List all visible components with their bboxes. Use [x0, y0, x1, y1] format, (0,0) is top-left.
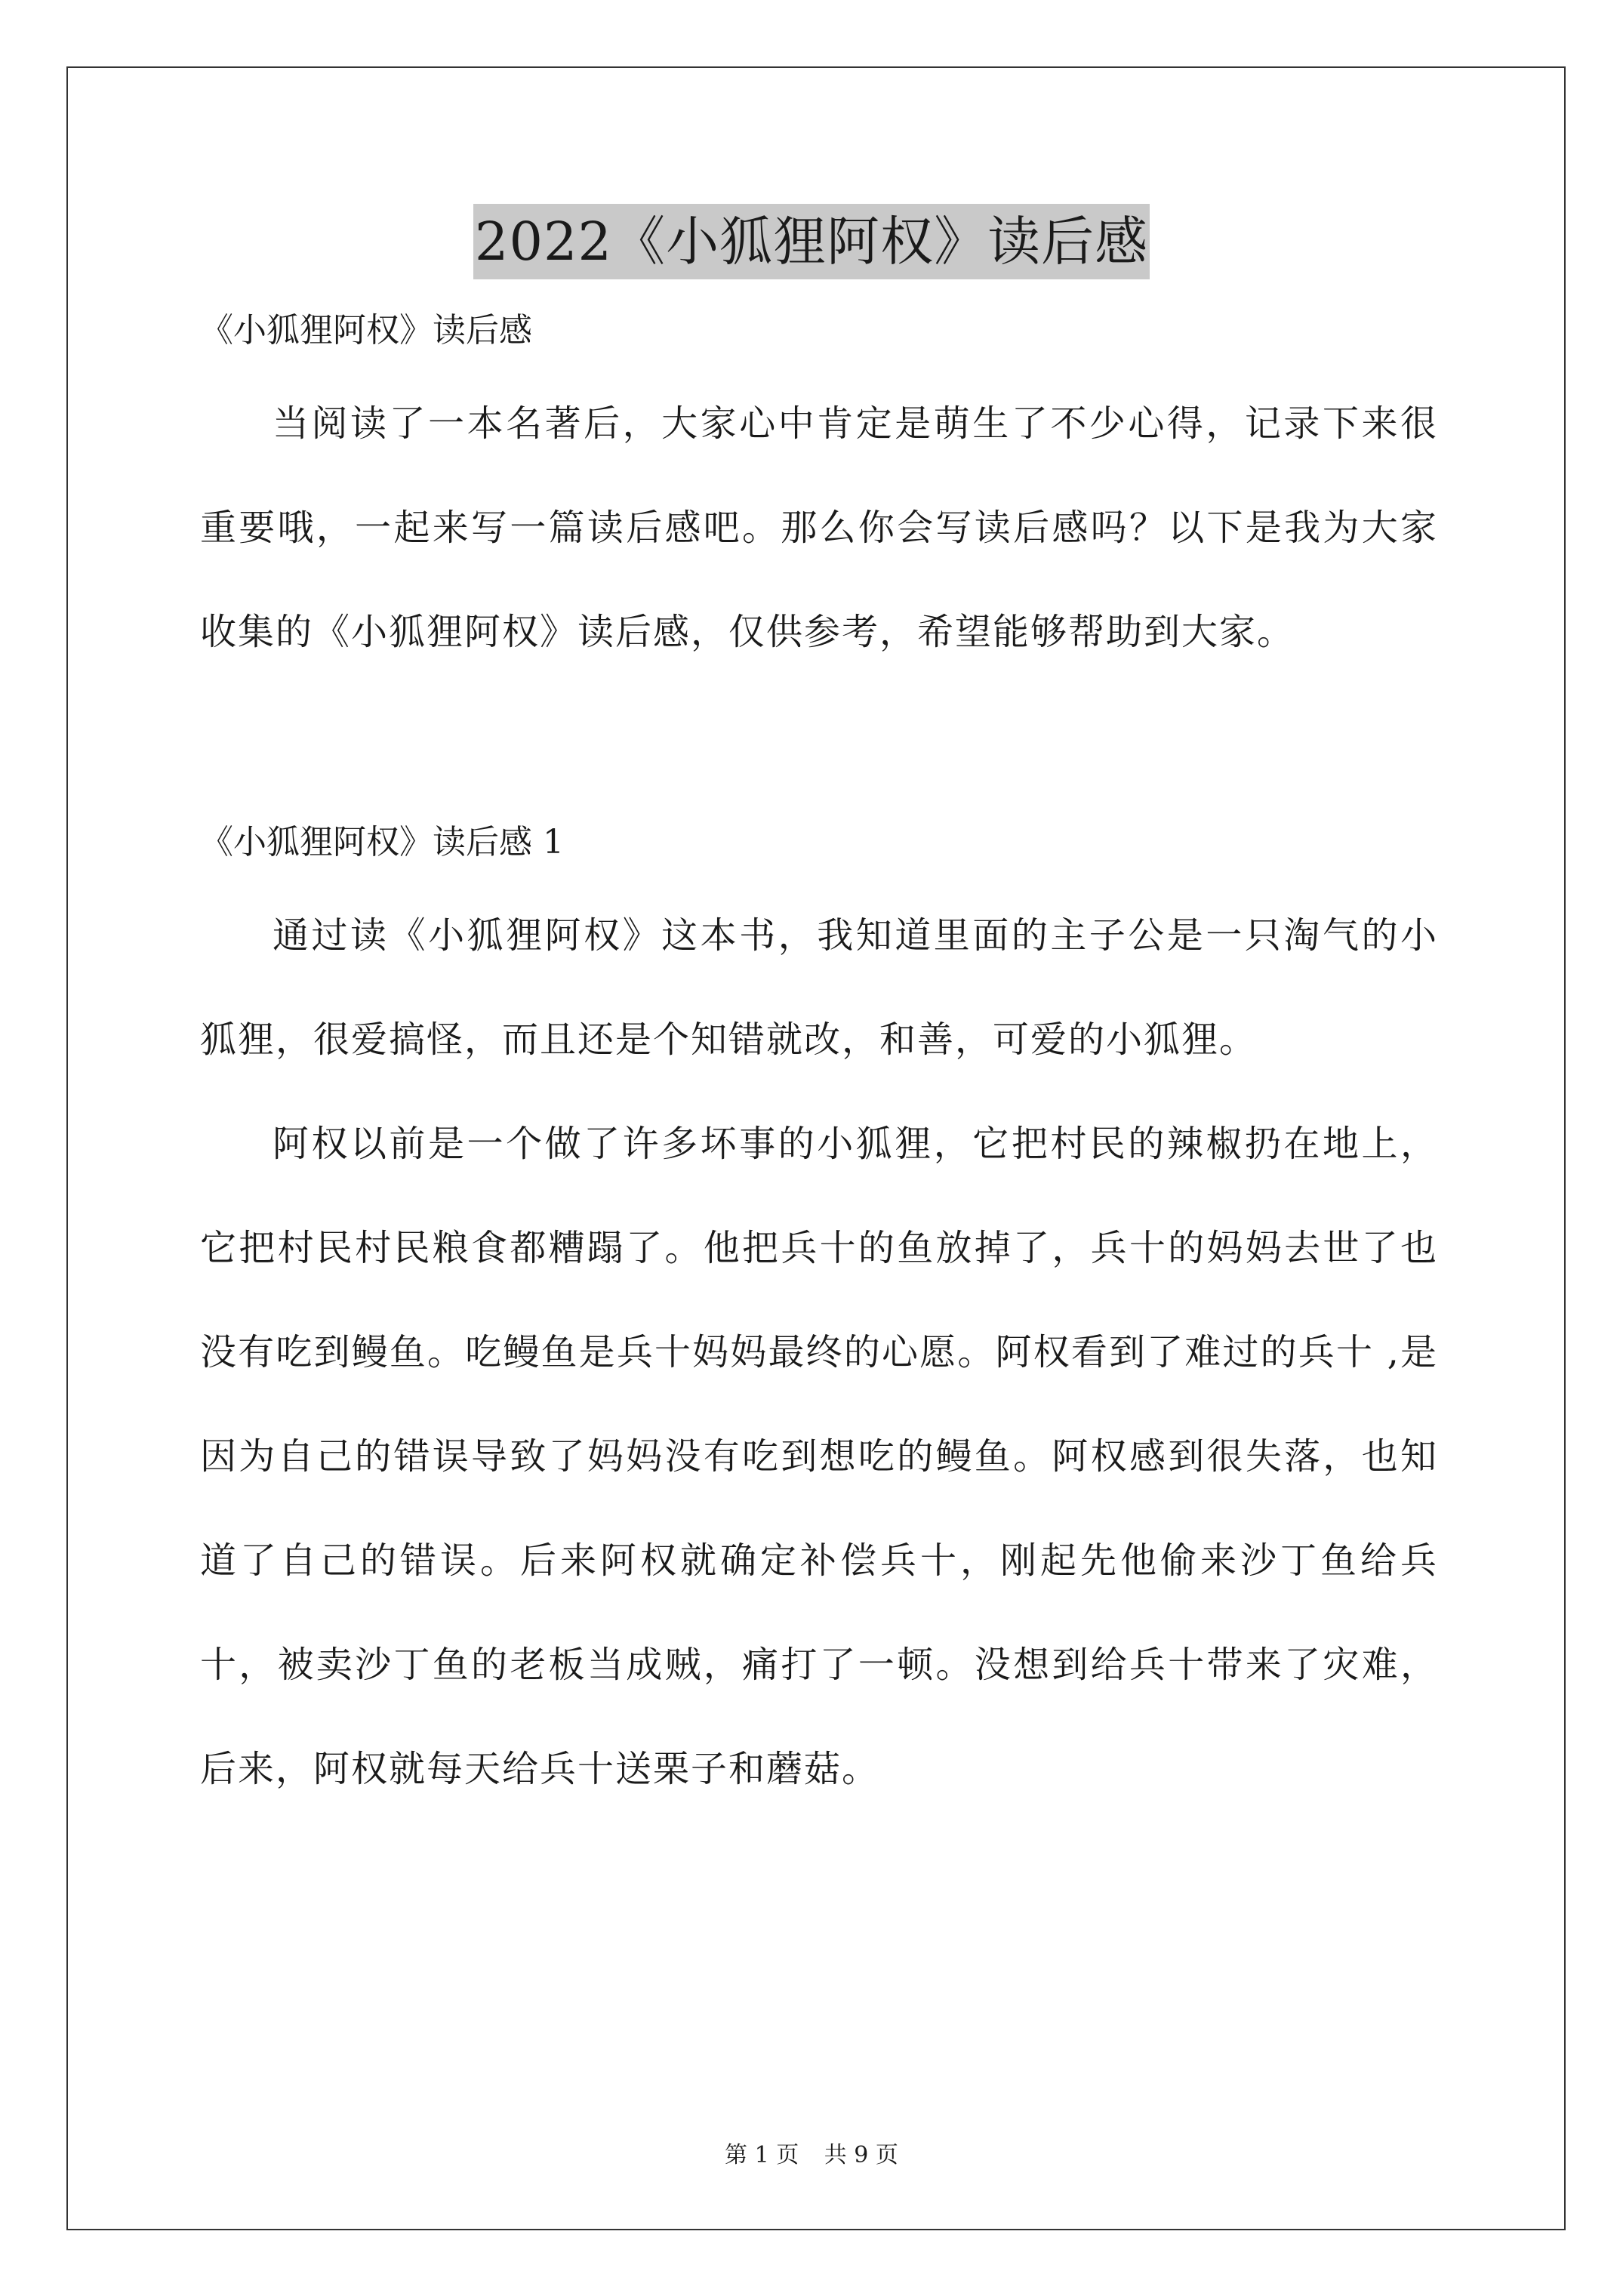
intro-heading: 《小狐狸阿权》读后感 — [200, 311, 532, 350]
title-container — [0, 204, 1623, 279]
section1-paragraph-2: 阿权以前是一个做了许多坏事的小狐狸，它把村民的辣椒扔在地上，它把村民村民粮食都糟蹋了。他把兵十的鱼放掉了，兵十的妈妈去世了也没有吃到鳗鱼。吃鳗鱼是兵十妈妈最终的心愿。阿权看到了难过的兵十 ,是因为自己的错误导致了妈妈没有吃到想吃的鳗鱼。阿权感到很失落，也知道了自己的错误。后来阿权就确定补偿兵十，刚起先他偷来沙丁鱼给兵十，被卖沙丁鱼的老板当成贼，痛打了一顿。没想到给兵十带来了灾难，后来，阿权就每天给兵十送栗子和蘑菇。 — [200, 1123, 1438, 1790]
page-number: 第 1 页 — [725, 2142, 799, 2168]
document-title: 2022《小狐狸阿权》读后感 — [473, 204, 1150, 279]
section1-paragraph-1: 通过读《小狐狸阿权》这本书，我知道里面的主子公是一只淘气的小狐狸，很爱搞怪，而且还是个知错就改，和善，可爱的小狐狸。 — [200, 914, 1438, 1061]
section1-heading: 《小狐狸阿权》读后感 1 — [200, 823, 564, 861]
intro-paragraph: 当阅读了一本名著后，大家心中肯定是萌生了不少心得，记录下来很重要哦，一起来写一篇读后感吧。那么你会写读后感吗？以下是我为大家收集的《小狐狸阿权》读后感，仅供参考，希望能够帮助到大家。 — [200, 402, 1438, 653]
document-body — [200, 308, 1438, 1821]
page-total: 共 9 页 — [824, 2142, 898, 2168]
page-footer — [0, 2140, 1623, 2171]
